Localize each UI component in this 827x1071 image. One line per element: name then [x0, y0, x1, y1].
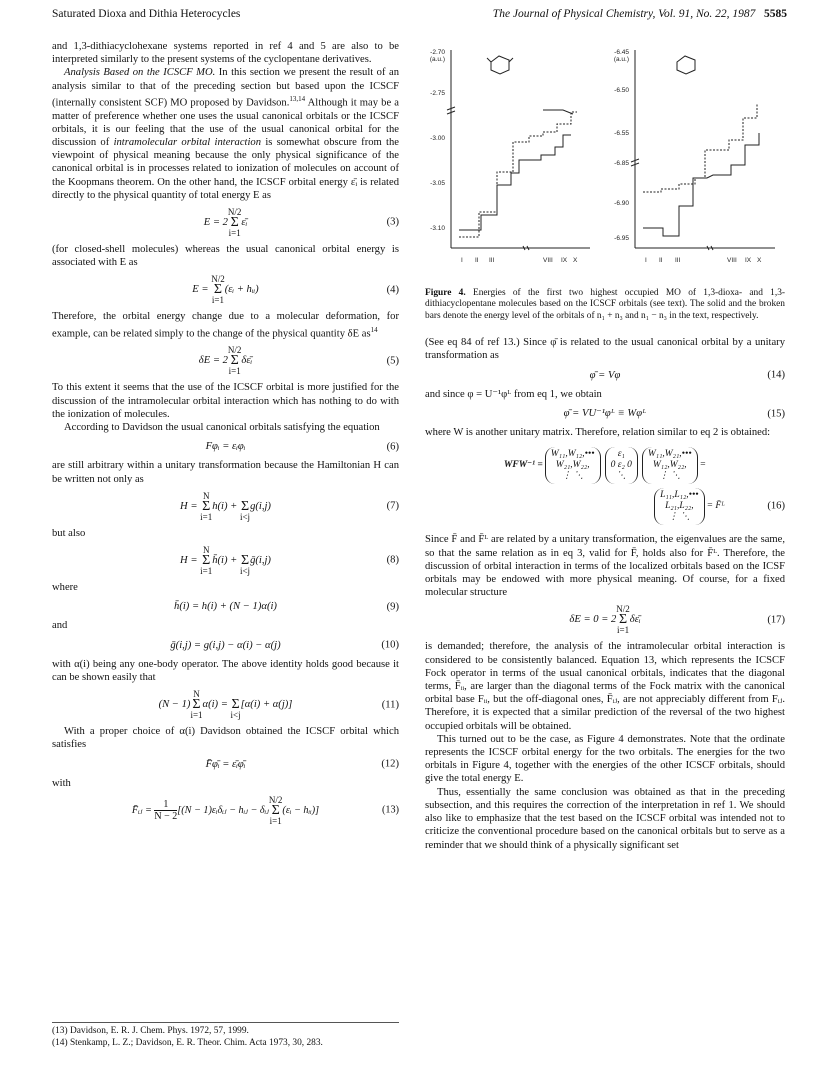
x-tick-left: VIII: [543, 257, 553, 264]
y-tick-right: -6.45: [614, 49, 629, 56]
paragraph: and 1,3-dithiacyclohexane systems reported in ref 4 and 5 are also to be interpreted similarly to the present systems of the cyclopentane derivatives.: [52, 41, 399, 66]
equation-number: (9): [386, 601, 399, 613]
equation-6: Fφᵢ = εᵢφᵢ (6): [205, 441, 399, 453]
running-header-left: Saturated Dioxa and Dithia Heterocycles: [52, 8, 241, 20]
x-tick-left: III: [489, 257, 495, 264]
equation-number: (4): [386, 284, 399, 296]
equation-number: (11): [381, 699, 399, 711]
equation-number: (14): [767, 369, 785, 381]
section-heading: Analysis Based on the ICSCF MO.: [64, 67, 216, 79]
paragraph: with α(i) being any one-body operator. The above identity holds good because it can be shown easily that: [52, 658, 399, 683]
equation-3: E = 2N/2 Σ i=1ε̄ᵢ (3): [203, 206, 399, 238]
paragraph: Since F̄ and F̄ᴸ are related by a unitary transformation, the eigenvalues are the same, so that the same relation as in eq 3, valid for F̄, holds also for F̄ᴸ. Therefore, the discussion of orbital interaction in terms of the localized orbitals based on the ICSF orbitals may be endowed with more physical meaning. Of course, for a fixed molecular structure: [425, 534, 785, 599]
label-text: where: [52, 581, 78, 593]
paragraph: To this extent it seems that the use of the ICSCF orbital is more justified for the discussion of the intramolecular orbital interaction which has nothing to do with the ionization of molecules.: [52, 382, 399, 420]
journal-citation: The Journal of Physical Chemistry, Vol. 91, No. 22, 1987: [492, 8, 756, 20]
paragraph: Thus, essentially the same conclusion was obtained as that in the preceding subsection, and this requires the correction of the interpretation in ref 1. We should also like to emphasize that the test based on the ICSCF orbital was intended not to criticize the conventional procedure based on the canonical orbitals but to serve as a reminder that we should think of a physically significant set: [425, 786, 785, 851]
equation-number: (13): [382, 804, 399, 816]
equation-16: WFW⁻¹ = W₁₁,W₁₂,••• W₂₁,W₂₂, ⋮ ⋱ ε₁ 0 ε₂ 0 ⋱ W₁₁,W₂₁,••• W₁₂,W₂₂, ⋮ ⋱ = L₁₁,L₁₂,••• L₂₁,L₂₂, ⋮ ⋱ = F̄ᴸ (16): [425, 447, 785, 525]
x-tick-right: VIII: [727, 257, 737, 264]
equation-15: φ̄ = VU⁻¹φᴸ ≡ Wφᴸ (15): [563, 408, 785, 420]
x-tick-left: X: [573, 257, 578, 264]
y-unit-left: (a.u.): [429, 56, 445, 63]
paragraph: This turned out to be the case, as Figure 4 demonstrates. Note that the ordinate represents the ICSCF orbital energy for the two orbitals. The energies for the two orbitals in Figure 4, together with the energies of the other ICSCF orbitals, should give the total energy E.: [425, 733, 785, 785]
paragraph: are still arbitrary within a unitary transformation because the Hamiltonian H can be written not only as: [52, 460, 399, 485]
x-tick-left: IX: [561, 257, 568, 264]
y-tick-left: -2.70: [430, 49, 445, 56]
y-tick-right: -6.55: [614, 130, 629, 137]
equation-number: (16): [767, 500, 785, 512]
equation-12: F̄φ̄ᵢ = ε̄ᵢφ̄ᵢ (12): [205, 758, 399, 770]
paragraph: where W is another unitary matrix. Therefore, relation similar to eq 2 is obtained:: [425, 427, 771, 439]
paragraph: According to Davidson the usual canonical orbitals satisfying the equation: [64, 421, 380, 433]
equation-4: E = N/2 Σ i=1(εᵢ + hᵢᵢ) (4): [192, 274, 399, 306]
equation-number: (15): [767, 408, 785, 420]
page-number: 5585: [764, 8, 787, 20]
equation-9: h̄(i) = h(i) + (N − 1)α(i) (9): [174, 601, 399, 613]
y-tick-right: -6.85: [614, 160, 629, 167]
figure-caption: Figure 4. Energies of the first two highest occupied MO of 1,3-dioxa- and 1,3-dithiacyclopentane molecules based on the ICSCF orbitals (see text). The solid and the broken bars denote the energy level of the orbitals of n₁ + n₃ and n₁ − n₃ in the text, respectively.: [425, 288, 786, 321]
label-text: and: [52, 620, 68, 632]
equation-number: (12): [381, 758, 399, 770]
x-tick-left: I: [461, 257, 463, 264]
x-tick-right: IX: [745, 257, 752, 264]
paragraph: (See eq 84 of ref 13.) Since φ̄ is related to the usual canonical orbital by a unitary transformation as: [425, 337, 785, 362]
y-tick-right: -6.95: [614, 235, 629, 242]
footnote: (13) Davidson, E. R. J. Chem. Phys. 1972, 57, 1999.: [52, 1026, 249, 1036]
right-column: [425, 40, 785, 852]
y-tick-right: -6.50: [614, 87, 629, 94]
y-tick-left: -3.05: [430, 180, 445, 187]
x-tick-right: II: [659, 257, 663, 264]
y-tick-left: -2.75: [430, 90, 445, 97]
x-tick-right: I: [645, 257, 647, 264]
equation-number: (6): [386, 441, 399, 453]
equation-7: H = N Σ i=1h(i) + Σ i<jg(i,j) (7): [180, 490, 399, 522]
y-unit-right: (a.u.): [613, 56, 629, 63]
matrix-W: W₁₁,W₁₂,••• W₂₁,W₂₂, ⋮ ⋱: [545, 447, 601, 484]
equation-number: (8): [386, 554, 399, 566]
equation-8: H = N Σ i=1h̄(i) + Σ i<jḡ(i,j) (8): [180, 544, 399, 576]
matrix-W-transpose: W₁₁,W₂₁,••• W₁₂,W₂₂, ⋮ ⋱: [642, 447, 698, 484]
equation-11: (N − 1)N Σ i=1α(i) = Σ i<j[α(i) + α(j)] (11): [158, 689, 399, 721]
y-tick-left: -3.00: [430, 135, 445, 142]
left-column: [52, 40, 399, 831]
equation-number: (5): [386, 355, 399, 367]
equation-10: ḡ(i,j) = g(i,j) − α(i) − α(j) (10): [170, 639, 399, 651]
paragraph: (for closed-shell molecules) whereas the usual canonical orbital energy is associated with E as: [52, 243, 399, 269]
equation-number: (10): [381, 639, 399, 651]
paragraph: and since φ = U⁻¹φᴸ from eq 1, we obtain: [425, 388, 602, 400]
equation-number: (7): [386, 500, 399, 512]
y-tick-right: -6.90: [614, 200, 629, 207]
footnotes: [52, 1022, 399, 1049]
equation-17: δE = 0 = 2N/2 Σ i=1δε̄ᵢ (17): [569, 604, 785, 636]
paragraph: Analysis Based on the ICSCF MO. In this section we present the result of an analysis similar to that of the preceding section but based upon the ICSCF (internally consistent SCF) MO proposed by Davidson.$^{13,14}$ Although it may be a matter of preference whether one uses the usual canonical orbitals or the ICSCF orbitals, it is our feeling that the use of the usual canonical orbital for the discussion of intramolecular orbital interaction is somewhat obscure from the viewpoint of physical meaning because the only physical significance of the canonical orbital is in processes related to ionization of molecules on account of the Koopmans theorem. On the other hand, the ICSCF orbital energy ε̄ᵢ is related directly to the physical quantity of total energy E as: [52, 67, 399, 201]
y-tick-left: -3.10: [430, 225, 445, 232]
equation-14: φ̄ = Vφ (14): [589, 369, 785, 381]
equation-number: (17): [767, 614, 785, 626]
paragraph: is demanded; therefore, the analysis of the intramolecular orbital interaction is considered to be consistently balanced. Equation 13, which represents the ICSCF Fock operator in terms of the usual canonical orbitals, indicates that the diagonal terms, F̄ᵢᵢ, are larger than the diagonal terms of the Fock matrix with the canonical orbital base Fᵢᵢ, but the off-diagonal ones, F̄ᵢⱼ, are not appreciably different from Fᵢⱼ. Therefore, it is expected that a similar prediction of the reversal of the two highest occupied orbitals will be obtained.: [425, 641, 785, 732]
equation-number: (3): [386, 216, 399, 228]
x-tick-right: III: [675, 257, 681, 264]
x-tick-right: X: [757, 257, 762, 264]
equation-5: δE = 2N/2 Σ i=1δε̄ᵢ (5): [198, 345, 399, 377]
matrix-L: L₁₁,L₁₂,••• L₂₁,L₂₂, ⋮ ⋱: [654, 488, 705, 525]
footnote: (14) Stenkamp, L. Z.; Davidson, E. R. Theor. Chim. Acta 1973, 30, 283.: [52, 1037, 323, 1048]
paragraph: Therefore, the orbital energy change due to a molecular deformation, for example, can be related simply to the change of the physical quantity δE $as^{14}$: [52, 311, 399, 340]
label-text: with: [52, 777, 71, 789]
running-header-right: [493, 8, 787, 20]
equation-13: F̄ᵢⱼ = $\frac{1}{N - 2}$ [(N − 1)εᵢδᵢⱼ − hᵢⱼ − δᵢⱼN/2 Σ i=1(εᵢ − hᵢᵢ)] (13): [131, 794, 399, 826]
label-text: but also: [52, 527, 86, 539]
paragraph: With a proper choice of α(i) Davidson obtained the ICSCF orbital which satisfies: [52, 726, 399, 751]
matrix-epsilon: ε₁ 0 ε₂ 0 ⋱: [605, 447, 638, 484]
x-tick-left: II: [475, 257, 479, 264]
